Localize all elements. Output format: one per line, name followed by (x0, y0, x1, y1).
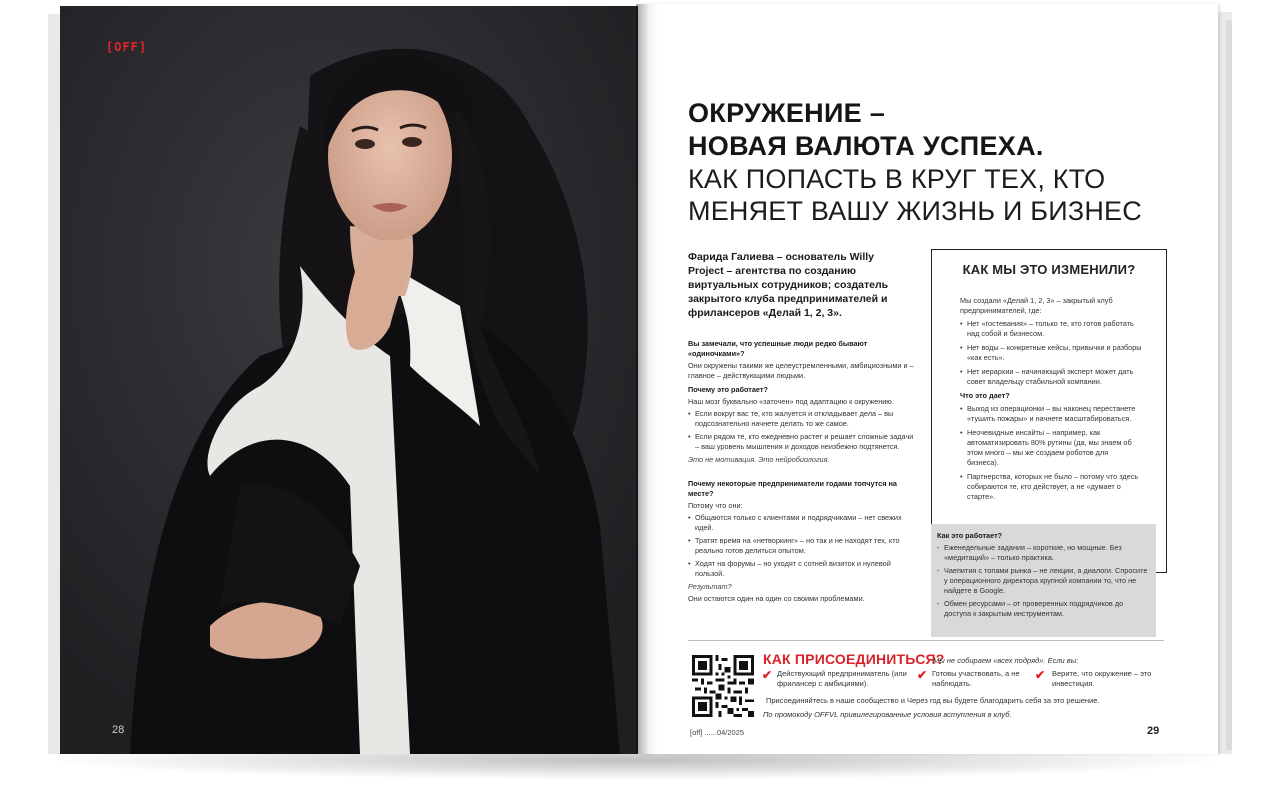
headline-line-2: НОВАЯ ВАЛЮТА УСПЕХА. (688, 131, 1044, 161)
checkmark-icon: ✔ (917, 668, 928, 682)
join-condition-2: Готовы участвовать, а не наблюдать. (932, 669, 1020, 688)
question-1: Вы замечали, что успешные люди редко бывают «одиночками»? (688, 339, 868, 358)
article-lead: Фарида Галиева – основатель Willy Project – агентства по созданию виртуальных сотрудников; создатель закрытого клуба предпринимателей и фрилансеров «Делай 1, 2, 3». (688, 251, 889, 319)
how-it-works-list (937, 543, 1149, 619)
question-3: Почему некоторые предприниматели годами топчутся на месте? (688, 479, 897, 498)
note-text: Это не мотивация. Это нейробиология. (688, 455, 830, 464)
list-item: • Ходят на форумы – но уходят с сотней визиток и нулевой пользой. (688, 559, 918, 579)
list-item: • Если вокруг вас те, кто жалуется и откладывает дела – вы подсознательно начнете делать то же самое. (688, 409, 918, 429)
list-item: • Нет иерархии – начинающий эксперт может дать совет владельцу стабильной компании. (960, 367, 1142, 387)
sidebar-list-2 (960, 404, 1142, 502)
checkmark-icon: ✔ (1035, 668, 1046, 682)
list-item: • Нет воды – конкретные кейсы, привычки и разборы «как есть». (960, 343, 1142, 363)
section-divider (688, 640, 1164, 641)
right-page-edge-inner (1226, 20, 1232, 750)
sidebar-box-body (960, 296, 1142, 506)
sidebar-box-title: КАК МЫ ЭТО ИЗМЕНИЛИ? (962, 262, 1136, 277)
right-page-number: 29 (1147, 725, 1160, 737)
list-item: • Тратят время на «нетворкинг» – но так и не находят тех, кто реально готов делиться опытом. (688, 536, 918, 556)
headline-line-4: МЕНЯЕТ ВАШУ ЖИЗНЬ И БИЗНЕС (688, 196, 1142, 226)
headline-line-3: КАК ПОПАСТЬ В КРУГ ТЕХ, КТО (688, 164, 1106, 194)
list-item: - Обмен ресурсами – от проверенных подрядчиков до доступа к закрытым инструментам. (937, 599, 1149, 619)
left-page (60, 6, 638, 754)
result-text: Они остаются один на один со своими проблемами. (688, 594, 865, 603)
paragraph-1: Они окружены такими же целеустремленными, амбициозными и – главное – действующими людьми. (688, 361, 914, 380)
headline-line-1: ОКРУЖЕНИЕ – (688, 98, 886, 128)
list-item: • Нет «гостевания» – только те, кто готов работать над собой и бизнесом. (960, 319, 1142, 339)
portrait-photo (60, 6, 638, 754)
article-column-1 (688, 339, 918, 604)
list-item: • Выход из операционки – вы наконец перестанете «тушить пожары» и начнете масштабироваться. (960, 404, 1142, 424)
join-condition-1: Действующий предприниматель (или фрилансер с амбициями). (777, 669, 907, 688)
list-item: • Неочевидные инсайты – например, как автоматизировать 80% рутины (да, мы знаем об этом много – мы же создаем роботов для бизнеса). (960, 428, 1142, 468)
left-page-number: 28 (112, 724, 125, 736)
list-item: - Еженедельные задания – короткие, но мощные. Без «медитаций» – только практика. (937, 543, 1149, 563)
issue-label: [off] ......04/2025 (690, 728, 745, 737)
how-it-works-box (931, 524, 1156, 637)
checkmark-icon: ✔ (762, 668, 773, 682)
how-it-works-title: Как это работает? (937, 531, 1003, 540)
join-call-to-action: Присоединяйтесь в наше сообщество и Через год вы будете благодарить себя за это решение. (766, 696, 1100, 705)
sidebar-intro: Мы создали «Делай 1, 2, 3» – закрытый клуб предпринимателей, где: (960, 296, 1113, 315)
paragraph-3: Потому что они: (688, 501, 743, 510)
promo-text: По промокоду OFFVL привилегированные условия вступления в клуб. (763, 710, 1012, 719)
qr-code-icon (692, 655, 754, 717)
sidebar-question: Что это дает? (960, 391, 1010, 400)
list-item: • Если рядом те, кто ежедневно растет и решает сложные задачи – ваш уровень мышления и доходов неизбежно подтянется. (688, 432, 918, 452)
join-condition-3: Верите, что окружение – это инвестиция. (1052, 669, 1152, 688)
bullet-list-1 (688, 409, 918, 452)
list-item: - Чаепития с топами рынка – не лекции, а диалоги. Спросите у операционного директора крупной компании то, что не найдете в Google. (937, 566, 1149, 596)
question-2: Почему это работает? (688, 385, 768, 394)
bullet-list-2 (688, 513, 918, 579)
article-headline (688, 97, 1188, 227)
join-title: КАК ПРИСОЕДИНИТЬСЯ? (763, 651, 945, 667)
sidebar-list-1 (960, 319, 1142, 387)
join-note: Мы не собираем «всех подряд». Если вы: (933, 656, 1079, 665)
list-item: • Общаются только с клиентами и подрядчиками – нет свежих идей. (688, 513, 918, 533)
result-label: Результат? (688, 582, 732, 591)
page-gutter (636, 4, 658, 754)
list-item: • Партнерства, которых не было – потому что здесь собираются те, кто действует, а не «думает о старте». (960, 472, 1142, 502)
magazine-logo: [OFF] (106, 40, 148, 54)
paragraph-2: Наш мозг буквально «заточен» под адаптацию к окружению. (688, 397, 894, 406)
